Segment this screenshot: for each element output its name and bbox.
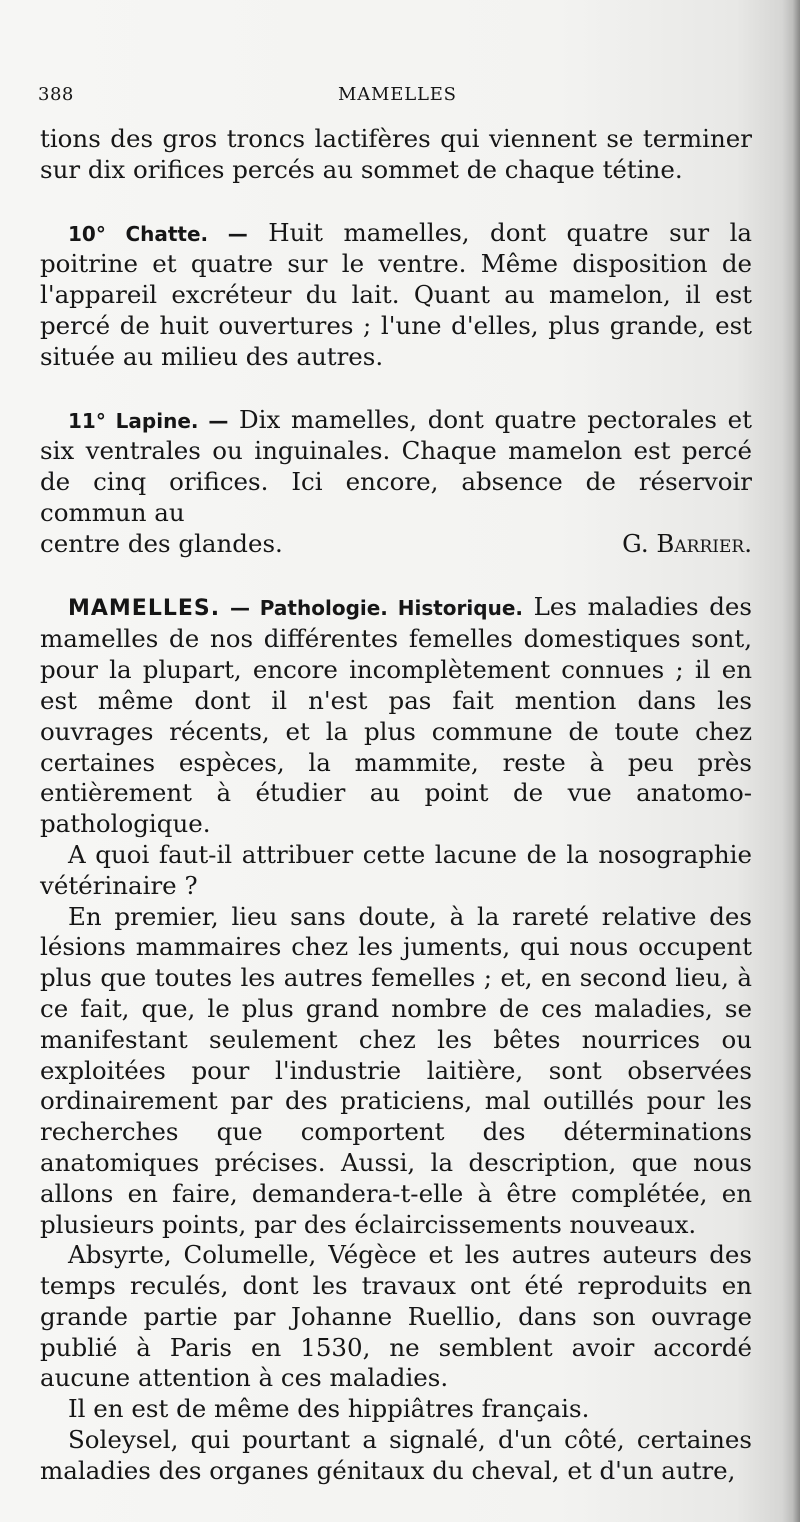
section-subheading: — Pathologie. Historique.	[220, 595, 523, 620]
signature-line	[40, 529, 752, 560]
section-title: MAMELLES.	[68, 595, 221, 621]
paragraph-chatte	[40, 218, 752, 373]
subheading-lapine: 11° Lapine. —	[68, 408, 229, 433]
paragraph-absyrte: Absyrte, Columelle, Végèce et les autres auteurs des temps reculés, dont les travaux ont été reproduits en grande partie par Johanne Ruellio, dans son ouvrage publié à Paris en 1530, ne semblent avoir accordé aucune attention à ces maladies.	[40, 1240, 752, 1393]
page-header	[38, 84, 758, 114]
paragraph-lapine	[40, 405, 752, 529]
page-body	[40, 124, 752, 1487]
paragraph-lapine-last-line: centre des glandes.	[40, 528, 283, 558]
paragraph-hippiatres: Il en est de même des hippiâtres français.	[68, 1394, 590, 1424]
running-title: MAMELLES	[338, 84, 457, 105]
paragraph-pathologie	[40, 592, 752, 840]
page-number: 388	[38, 84, 74, 105]
paragraph-gap	[40, 560, 752, 592]
paragraph-pathologie-text: Les maladies des mamelles de nos différentes femelles domestiques sont, pour la plupart, encore incomplètement connues ; il en est même dont il n'est pas fait mention dans les ouvrages récents, et la plus commune de toute chez certaines espèces, la mammite, reste à peu près entièrement à étudier au point de vue anatomo-pathologique.	[40, 591, 752, 839]
subheading-chatte: 10° Chatte. —	[68, 221, 248, 246]
paragraph-gap	[40, 186, 752, 218]
paragraph-lapine-text: Dix mamelles, dont quatre pectorales et six ventrales ou inguinales. Chaque mamelon est percé de cinq orifices. Ici encore, absence de réservoir commun au	[40, 404, 752, 527]
paragraph-gap	[40, 373, 752, 405]
paragraph-en-premier: En premier, lieu sans doute, à la rareté relative des lésions mammaires chez les juments, qui nous occupent plus que toutes les autres femelles ; et, en second lieu, à ce fait, que, le plus grand nombre de ces maladies, se manifestant seulement chez les bêtes nourrices ou exploitées pour l'industrie laitière, sont observées ordinairement par des praticiens, mal outillés pour les recherches que comportent des déterminations anatomiques précises. Aussi, la description, que nous allons en faire, demandera-t-elle à être complétée, en plusieurs points, par des éclaircissements nouveaux.	[40, 901, 752, 1239]
author-signature: G. Barrier.	[622, 528, 752, 558]
page-edge-shadow	[782, 0, 800, 1522]
paragraph-soleysel: Soleysel, qui pourtant a signalé, d'un côté, certaines maladies des organes génitaux du cheval, et d'un autre,	[40, 1425, 752, 1485]
paragraph-question: A quoi faut-il attribuer cette lacune de la nosographie vétérinaire ?	[40, 839, 752, 900]
paragraph-continuation: tions des gros troncs lactifères qui viennent se terminer sur dix orifices percés au sommet de chaque tétine.	[40, 124, 752, 184]
paragraph-chatte-text: Huit mamelles, dont quatre sur la poitrine et quatre sur le ventre. Même disposition de l'appareil excréteur du lait. Quant au mamelon, il est percé de huit ouvertures ; l'une d'elles, plus grande, est située au milieu des autres.	[40, 217, 753, 371]
